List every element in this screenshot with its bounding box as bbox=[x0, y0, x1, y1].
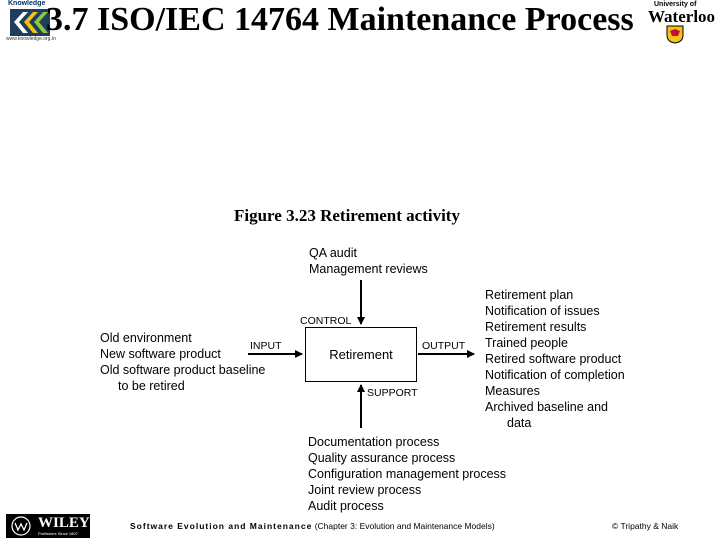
input-items bbox=[100, 330, 265, 394]
output-item: Archived baseline and bbox=[485, 400, 608, 414]
wiley-logo-text: WILEY bbox=[38, 515, 90, 531]
output-item: Notification of issues bbox=[485, 304, 600, 318]
support-item: Joint review process bbox=[308, 483, 422, 497]
knowledge-logo-url: www.knowledge.org.in bbox=[6, 36, 56, 42]
support-item: Quality assurance process bbox=[308, 451, 456, 465]
slide-title: 3.7 ISO/IEC 14764 Maintenance Process bbox=[46, 1, 634, 38]
input-item: Old environment bbox=[100, 331, 192, 345]
control-item: QA audit bbox=[309, 246, 357, 260]
waterloo-logo-big: Waterloo bbox=[648, 7, 716, 26]
support-item: Configuration management process bbox=[308, 467, 507, 481]
output-item: Measures bbox=[485, 384, 540, 398]
output-label: OUTPUT bbox=[422, 340, 466, 352]
support-item: Audit process bbox=[308, 499, 384, 513]
support-items bbox=[308, 434, 506, 514]
output-item: Retirement results bbox=[485, 320, 587, 334]
support-item: Documentation process bbox=[308, 435, 440, 449]
output-item: Retired software product bbox=[485, 352, 622, 366]
output-item: Notification of completion bbox=[485, 368, 625, 382]
figure-caption: Figure 3.23 Retirement activity bbox=[234, 206, 460, 225]
input-label: INPUT bbox=[250, 340, 282, 352]
knowledge-logo-text: Knowledge bbox=[8, 0, 46, 7]
control-label: CONTROL bbox=[300, 315, 352, 327]
output-item: Trained people bbox=[485, 336, 568, 350]
footer-copyright: © Tripathy & Naik bbox=[612, 521, 679, 531]
support-label: SUPPORT bbox=[367, 387, 418, 399]
footer-course bbox=[130, 521, 495, 531]
input-item: to be retired bbox=[118, 379, 185, 393]
output-item: data bbox=[507, 416, 532, 430]
input-item: New software product bbox=[100, 347, 221, 361]
retirement-label: Retirement bbox=[329, 347, 393, 362]
waterloo-logo-small: University of bbox=[654, 1, 697, 8]
control-items bbox=[309, 245, 428, 277]
footer-course-name: Software Evolution and Maintenance bbox=[130, 521, 313, 531]
output-item: Retirement plan bbox=[485, 288, 574, 302]
wiley-logo bbox=[6, 514, 90, 538]
output-items bbox=[485, 287, 625, 431]
input-item: Old software product baseline bbox=[100, 363, 266, 377]
footer-chapter: (Chapter 3: Evolution and Maintenance Models) bbox=[314, 521, 495, 531]
wiley-emblem-icon bbox=[10, 516, 32, 536]
control-item: Management reviews bbox=[309, 262, 428, 276]
wiley-logo-small: Publishers Since 1807 bbox=[38, 531, 78, 536]
